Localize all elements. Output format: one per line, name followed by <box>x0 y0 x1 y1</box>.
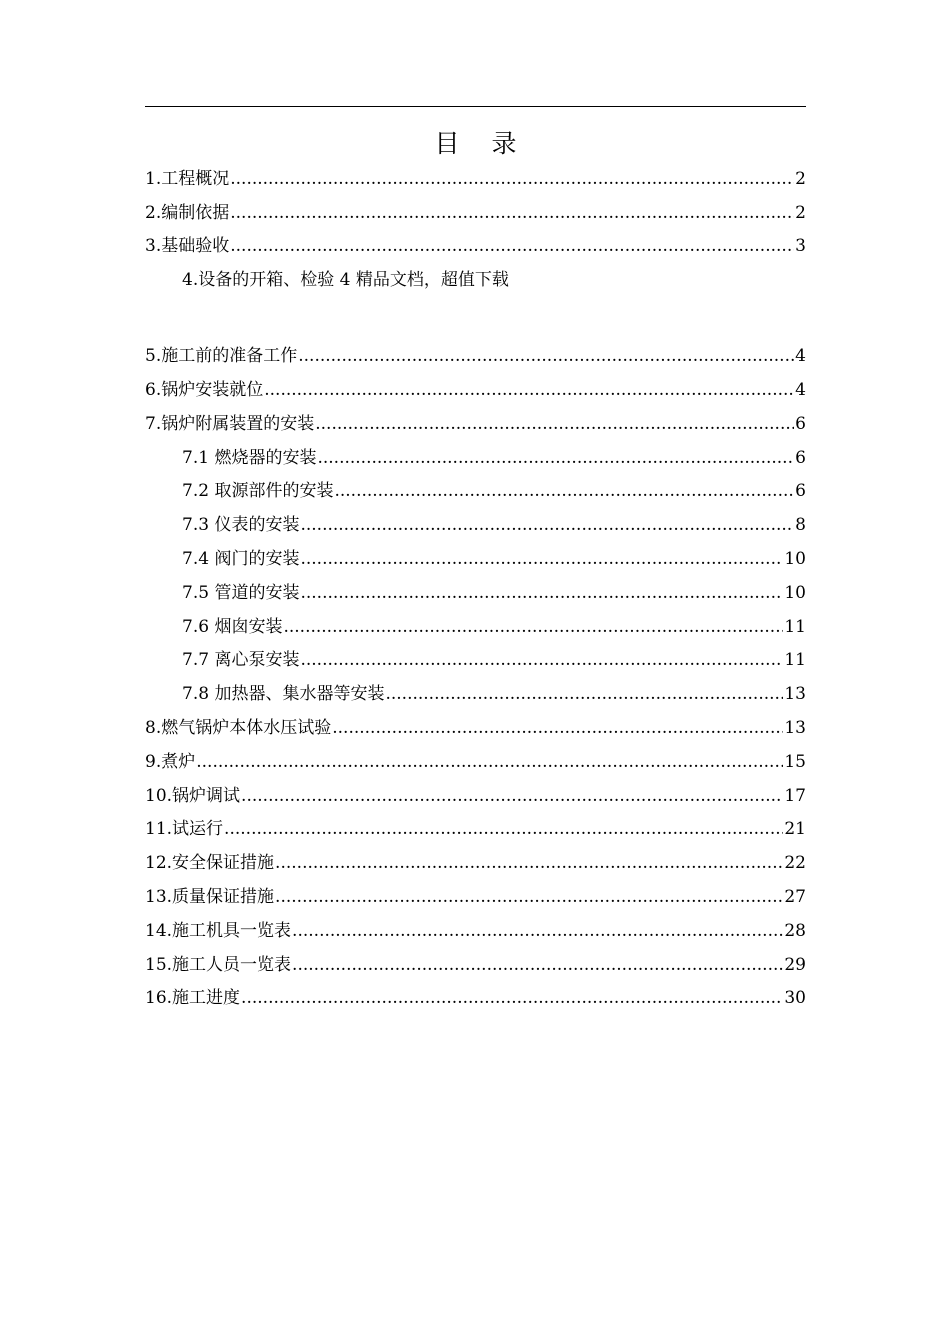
toc-entry-5[interactable] <box>145 339 806 373</box>
toc-entry-2[interactable] <box>145 196 806 230</box>
dot-leader <box>300 515 794 535</box>
toc-entry-label: 5.施工前的准备工作 <box>145 346 298 367</box>
dot-leader <box>275 853 783 873</box>
dot-leader <box>317 448 794 468</box>
toc-entry-label: 7.3 仪表的安装 <box>182 515 300 536</box>
toc-entry-page: 6 <box>795 413 806 434</box>
dot-leader <box>230 169 794 189</box>
dot-leader <box>241 786 783 806</box>
dot-leader <box>300 583 783 603</box>
toc-entry-7-1[interactable] <box>145 441 806 475</box>
dot-leader <box>230 203 794 223</box>
toc-entry-label: 7.7 离心泵安装 <box>182 650 300 671</box>
toc-entry-page: 13 <box>784 684 806 705</box>
toc-entry-page: 6 <box>795 447 806 468</box>
toc-entry-page: 21 <box>784 819 806 840</box>
toc-entry-page: 13 <box>784 718 806 739</box>
toc-entry-page: 2 <box>795 168 806 189</box>
toc-entry-11[interactable] <box>145 813 806 847</box>
dot-leader <box>224 819 783 839</box>
dot-leader <box>300 650 783 670</box>
toc-entry-label: 3.基础验收 <box>145 236 230 257</box>
toc-entry-4[interactable] <box>145 263 806 339</box>
toc-entry-7-6[interactable] <box>145 610 806 644</box>
toc-entry-14[interactable] <box>145 914 806 948</box>
toc-entry-label: 4.设备的开箱、检验 4 精品文档，超值下载 <box>182 270 509 291</box>
toc-entry-label: 10.锅炉调试 <box>145 785 241 806</box>
toc-entry-7-3[interactable] <box>145 508 806 542</box>
dot-leader <box>332 718 783 738</box>
dot-leader <box>230 236 794 256</box>
toc-entry-label: 8.燃气锅炉本体水压试验 <box>145 718 332 739</box>
toc-entry-10[interactable] <box>145 779 806 813</box>
toc-entry-page: 3 <box>795 236 806 257</box>
toc-entry-page: 4 <box>795 346 806 367</box>
toc-entry-7-7[interactable] <box>145 644 806 678</box>
header-rule <box>145 106 806 107</box>
toc-entry-page: 4 <box>795 380 806 401</box>
dot-leader <box>292 921 783 941</box>
dot-leader <box>283 617 783 637</box>
toc-entry-9[interactable] <box>145 745 806 779</box>
toc-entry-page: 28 <box>784 920 806 941</box>
toc-entry-16[interactable] <box>145 982 806 1016</box>
toc-entry-label: 7.8 加热器、集水器等安装 <box>182 684 385 705</box>
toc-entry-label: 11.试运行 <box>145 819 224 840</box>
toc-entry-7[interactable] <box>145 407 806 441</box>
toc-entry-page: 17 <box>784 785 806 806</box>
toc-entry-page: 22 <box>784 853 806 874</box>
dot-leader <box>264 380 794 400</box>
toc-entry-12[interactable] <box>145 846 806 880</box>
toc-entry-label: 1.工程概况 <box>145 168 230 189</box>
toc-entry-page: 2 <box>795 202 806 223</box>
toc-entry-label: 14.施工机具一览表 <box>145 920 292 941</box>
toc-entry-page: 29 <box>784 954 806 975</box>
toc-list <box>145 162 806 1015</box>
toc-entry-6[interactable] <box>145 373 806 407</box>
toc-entry-page: 10 <box>784 582 806 603</box>
toc-entry-label: 15.施工人员一览表 <box>145 954 292 975</box>
toc-entry-label: 7.1 燃烧器的安装 <box>182 447 317 468</box>
toc-entry-label: 7.锅炉附属装置的安装 <box>145 413 315 434</box>
dot-leader <box>275 887 783 907</box>
toc-entry-page: 6 <box>795 481 806 502</box>
toc-entry-page: 10 <box>784 549 806 570</box>
dot-leader <box>300 549 783 569</box>
toc-entry-7-5[interactable] <box>145 576 806 610</box>
toc-entry-page: 11 <box>784 616 806 637</box>
toc-entry-1[interactable] <box>145 162 806 196</box>
dot-leader <box>334 481 794 501</box>
toc-entry-page: 15 <box>784 751 806 772</box>
toc-entry-label: 7.4 阀门的安装 <box>182 549 300 570</box>
toc-entry-7-4[interactable] <box>145 542 806 576</box>
toc-entry-label: 6.锅炉安装就位 <box>145 380 264 401</box>
dot-leader <box>241 988 783 1008</box>
toc-entry-page: 8 <box>795 515 806 536</box>
toc-entry-label: 13.质量保证措施 <box>145 887 275 908</box>
toc-entry-page: 11 <box>784 650 806 671</box>
toc-entry-page: 30 <box>784 988 806 1009</box>
dot-leader <box>315 414 794 434</box>
toc-entry-7-8[interactable] <box>145 677 806 711</box>
dot-leader <box>298 346 794 366</box>
toc-entry-3[interactable] <box>145 230 806 264</box>
toc-entry-7-2[interactable] <box>145 475 806 509</box>
toc-entry-label: 7.6 烟囱安装 <box>182 616 283 637</box>
toc-entry-label: 7.2 取源部件的安装 <box>182 481 334 502</box>
toc-entry-8[interactable] <box>145 711 806 745</box>
toc-entry-label: 2.编制依据 <box>145 202 230 223</box>
toc-entry-13[interactable] <box>145 880 806 914</box>
toc-entry-label: 7.5 管道的安装 <box>182 582 300 603</box>
toc-entry-label: 12.安全保证措施 <box>145 853 275 874</box>
dot-leader <box>292 955 783 975</box>
toc-entry-label: 16.施工进度 <box>145 988 241 1009</box>
toc-entry-label: 9.煮炉 <box>145 751 196 772</box>
toc-entry-15[interactable] <box>145 948 806 982</box>
toc-entry-page: 27 <box>784 887 806 908</box>
dot-leader <box>196 752 783 772</box>
dot-leader <box>385 684 783 704</box>
toc-title: 目 录 <box>434 129 529 158</box>
